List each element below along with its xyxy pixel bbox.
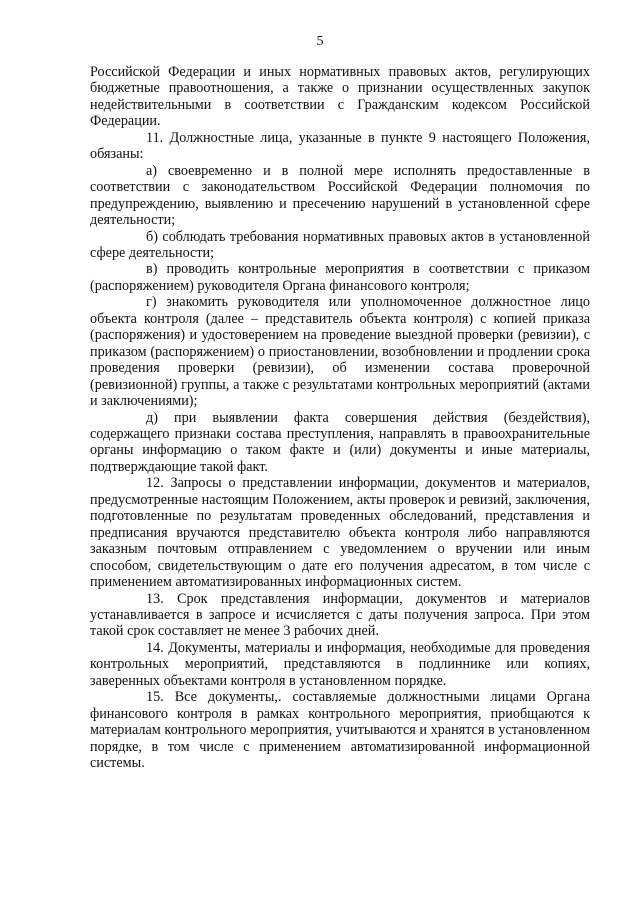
paragraph-item-11b: б) соблюдать требования нормативных правовых актов в установленной сфере деятельности; <box>90 228 590 261</box>
paragraph-item-11g: г) знакомить руководителя или уполномоченное должностное лицо объекта контроля (далее – представитель объекта контроля) с копией приказа (распоряжения) и удостоверением на проведение выездной проверки (ревизии), с приказом (распоряжением) о приостановлении, возобновлении и продлении срока проведения проверки (ревизии), об изменении состава проверочной (ревизионной) группы, а также с результатами контрольных мероприятий (актами и заключениями); <box>90 294 590 410</box>
paragraph-item-11: 11. Должностные лица, указанные в пункте 9 настоящего Положения, обязаны: <box>90 129 590 163</box>
page-number: 5 <box>316 34 324 49</box>
paragraph-item-11a: а) своевременно и в полной мере исполнять предоставленные в соответствии с законодательством Российской Федерации полномочия по предупреждению, выявлению и пресечению нарушений в установленной сфере деятельности; <box>90 162 590 229</box>
document-body <box>90 64 590 771</box>
paragraph-item-14: 14. Документы, материалы и информация, необходимые для проведения контрольных мероприятий, представляются в подлиннике или копиях, заверенных объектами контроля в установленном порядке. <box>90 639 590 689</box>
paragraph-item-11d: д) при выявлении факта совершения действия (бездействия), содержащего признаки состава преступления, направлять в правоохранительные органы информацию о таком факте и (или) документы и иные материалы, подтверждающие такой факт. <box>90 409 590 475</box>
paragraph-item-12: 12. Запросы о представлении информации, документов и материалов, предусмотренные настоящим Положением, акты проверок и ревизий, заключения, подготовленные по результатам проведенных обследований, представления и предписания вручаются представителю объекта контроля либо направляются заказным почтовым отправлением с уведомлением о вручении или иным способом, свидетельствующим о дате его получения адресатом, в том числе с применением автоматизированных информационных систем. <box>90 475 590 591</box>
paragraph-item-13: 13. Срок представления информации, документов и материалов устанавливается в запросе и исчисляется с даты получения запроса. При этом такой срок составляет не менее 3 рабочих дней. <box>90 590 590 640</box>
paragraph-continuation: Российской Федерации и иных нормативных правовых актов, регулирующих бюджетные правоотношения, а также о признании осуществленных закупок недействительными в соответствии с Гражданским кодексом Российской Федерации. <box>90 64 590 130</box>
paragraph-item-15: 15. Все документы,. составляемые должностными лицами Органа финансового контроля в рамках контрольного мероприятия, приобщаются к материалам контрольного мероприятия, учитываются и хранятся в установленном порядке, в том числе с применением автоматизированной информационной системы. <box>90 689 590 772</box>
paragraph-item-11v: в) проводить контрольные мероприятия в соответствии с приказом (распоряжением) руководителя Органа финансового контроля; <box>90 261 590 294</box>
